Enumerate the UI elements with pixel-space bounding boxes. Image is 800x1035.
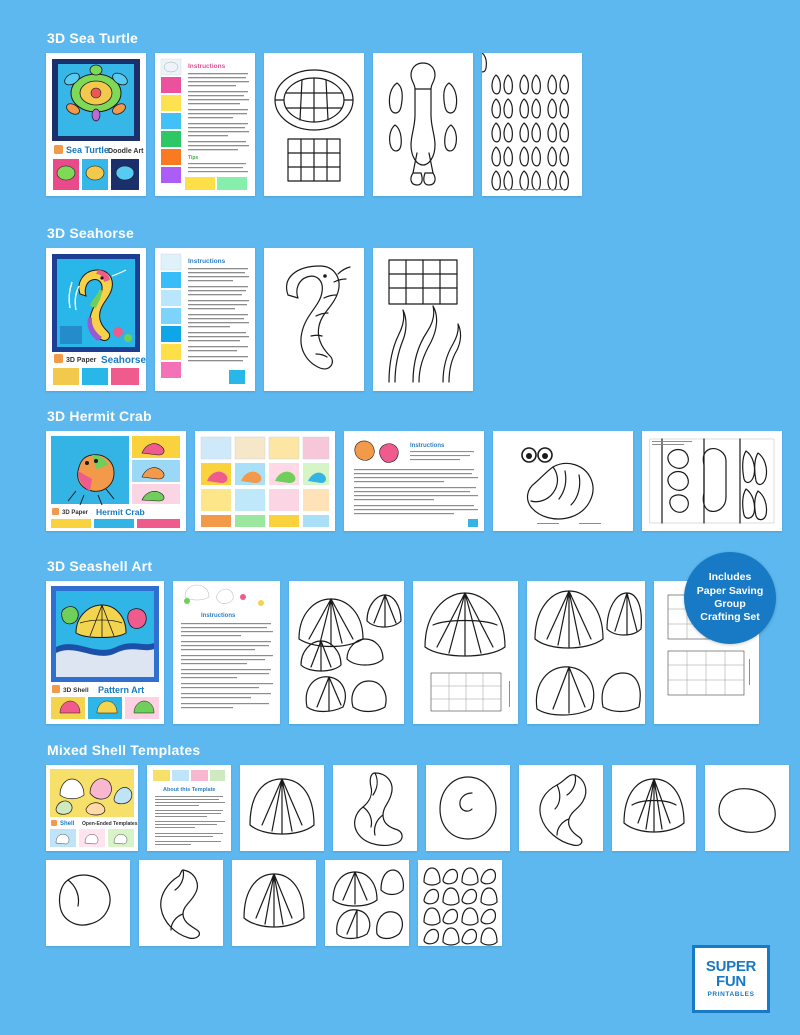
svg-text:Instructions: Instructions [188,258,226,265]
sheet-shell-pair-template[interactable] [527,581,645,724]
sheet-row [46,431,770,531]
sheet-seaweed-strips-template[interactable] [373,248,473,391]
sheet-hermit-crab-photo-steps[interactable] [195,431,335,531]
sheet-scallop-shell-template[interactable] [240,765,324,851]
sheet-seahorse-instructions[interactable] [155,248,255,391]
sheet-small-shells-sheet-template[interactable] [418,860,502,946]
svg-text:3D Paper: 3D Paper [66,357,97,364]
includes-badge [684,552,776,644]
sheet-row [46,581,770,724]
section-seahorse [46,225,770,391]
sheet-row [46,860,770,946]
sheet-hermit-crab-cover[interactable] [46,431,186,531]
svg-text:Pattern Art: Pattern Art [98,685,145,695]
sheet-whelk-shell-template[interactable] [519,765,603,851]
sheet-row [46,248,770,391]
sheet-row [46,53,770,196]
sheet-seashell-art-cover[interactable] [46,581,164,724]
section-title-seashell-art: 3D Seashell Art [47,558,153,574]
sheet-sea-turtle-instructions[interactable] [155,53,255,196]
sheet-seashell-art-instructions[interactable] [173,581,280,724]
sheet-mixed-cover[interactable] [46,765,138,851]
svg-text:Tips: Tips [188,155,199,161]
section-title-hermit-crab: 3D Hermit Crab [47,408,152,424]
sheet-sea-turtle-cover[interactable] [46,53,146,196]
svg-text:Hermit Crab: Hermit Crab [96,507,145,517]
svg-text:Open-Ended Templates: Open-Ended Templates [82,821,138,827]
sheet-row [46,765,770,851]
svg-text:Shell: Shell [60,821,75,827]
sheet-seahorse-body-template[interactable] [264,248,364,391]
sheet-hermit-crab-instructions[interactable] [344,431,484,531]
section-sea-turtle [46,30,770,196]
logo-line-2: FUN [716,973,746,991]
sheet-conch-shell-template[interactable] [333,765,417,851]
badge-line-1: Includes [708,571,752,584]
section-mixed-shell-templates [46,742,770,946]
svg-text:Doodle Art: Doodle Art [108,148,144,155]
badge-line-3: Group [714,598,746,610]
section-seashell-art [46,558,770,724]
logo-line-3: PRINTABLES [707,991,755,999]
badge-line-4: Crafting Set [700,611,760,624]
logo-line-1: SUPER [705,958,757,976]
section-title-sea-turtle: 3D Sea Turtle [47,30,139,46]
svg-text:About this Template: About this Template [163,787,216,793]
sheet-about-this-template[interactable] [147,765,231,851]
svg-text:3D Shell: 3D Shell [63,687,89,694]
sheet-fan-shell-template[interactable] [232,860,316,946]
sheet-seahorse-cover[interactable] [46,248,146,391]
sheet-clam-shell-template[interactable] [705,765,789,851]
svg-text:Instructions: Instructions [188,63,226,70]
sheet-shell-shapes-template[interactable] [289,581,404,724]
sheet-twisted-shell-template[interactable] [139,860,223,946]
sheet-mixed-shells-template[interactable] [325,860,409,946]
sheet-crab-legs-template[interactable] [642,431,782,531]
section-title-mixed-shell-templates: Mixed Shell Templates [47,742,201,758]
svg-text:3D Paper: 3D Paper [62,510,89,516]
section-hermit-crab [46,408,770,531]
badge-line-2: Paper Saving [696,584,764,597]
sheet-nautilus-shell-template[interactable] [46,860,130,946]
sheet-cockle-shell-template[interactable] [612,765,696,851]
svg-text:Instructions: Instructions [201,613,236,619]
sheet-large-scallop-and-grid-template[interactable] [413,581,518,724]
sheet-shell-and-eyes-template[interactable] [493,431,633,531]
svg-text:Instructions: Instructions [410,443,445,449]
sheet-turtle-body-parts-template[interactable] [373,53,473,196]
brand-logo [692,945,770,1013]
sheet-spiral-shell-template[interactable] [426,765,510,851]
sheet-turtle-flipper-strips-template[interactable] [482,53,582,196]
section-title-seahorse: 3D Seahorse [47,225,135,241]
svg-text:Sea Turtle: Sea Turtle [66,145,109,155]
sheet-turtle-shell-template[interactable] [264,53,364,196]
svg-text:Seahorse: Seahorse [101,355,146,366]
